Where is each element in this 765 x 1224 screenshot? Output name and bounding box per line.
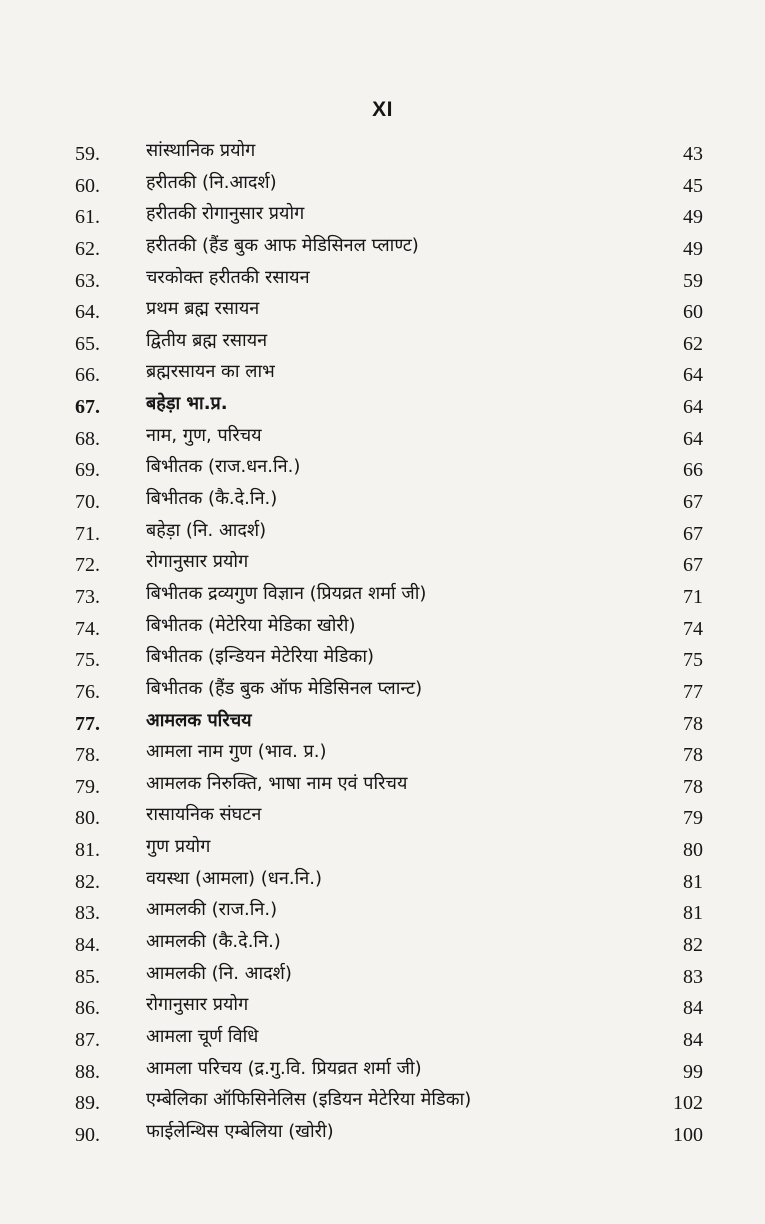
entry-page-number: 78 [683, 744, 703, 767]
entry-title: प्रथम ब्रह्म रसायन [146, 298, 260, 320]
toc-entry [0, 643, 765, 675]
toc-entry [0, 865, 765, 897]
entry-number: 65. [75, 332, 100, 355]
toc-entry [0, 1086, 765, 1118]
entry-page-number: 67 [683, 491, 703, 514]
entry-number: 84. [75, 934, 100, 957]
entry-title: बिभीतक द्रव्यगुण विज्ञान (प्रियव्रत शर्मा जी) [146, 582, 427, 604]
entry-title: बहेड़ा (नि. आदर्श) [146, 519, 267, 541]
entry-page-number: 43 [683, 143, 703, 165]
entry-title: रासायनिक संघटन [146, 804, 262, 826]
entry-page-number: 79 [683, 807, 703, 830]
toc-entry [0, 390, 765, 422]
entry-number: 81. [75, 839, 100, 862]
entry-page-number: 80 [683, 839, 703, 862]
entry-page-number: 78 [683, 775, 703, 798]
entry-number: 79. [75, 775, 100, 798]
entry-number: 62. [75, 237, 100, 260]
entry-title: द्वितीय ब्रह्म रसायन [146, 329, 268, 351]
entry-title: सांस्थानिक प्रयोग [146, 140, 256, 161]
entry-title: आमला चूर्ण विधि [146, 1025, 259, 1047]
entry-title: हरीतकी (हैंड बुक आफ मेडिसिनल प्लाण्ट) [146, 234, 419, 256]
entry-title: बिभीतक (मेटेरिया मेडिका खोरी) [146, 614, 356, 636]
entry-page-number: 71 [683, 585, 703, 608]
entry-number: 73. [75, 585, 100, 608]
entry-number: 67. [75, 396, 100, 419]
toc-entry [0, 960, 765, 992]
entry-number: 90. [75, 1123, 100, 1146]
toc-entry [0, 169, 765, 201]
toc-entry [0, 675, 765, 707]
toc-entry [0, 453, 765, 485]
toc-entry [0, 137, 765, 169]
entry-title: आमलक परिचय [146, 709, 252, 731]
entry-number: 59. [75, 143, 100, 165]
entry-number: 82. [75, 870, 100, 893]
entry-title: वयस्था (आमला) (धन.नि.) [146, 867, 322, 889]
toc-entry [0, 548, 765, 580]
entry-number: 87. [75, 1028, 100, 1051]
entry-number: 70. [75, 491, 100, 514]
entry-page-number: 59 [683, 269, 703, 292]
entry-title: आमलकी (नि. आदर्श) [146, 962, 292, 984]
toc-entry [0, 801, 765, 833]
entry-title: आमलकी (कै.दे.नि.) [146, 931, 281, 953]
entry-number: 89. [75, 1092, 100, 1115]
toc-entry [0, 517, 765, 549]
toc-entry [0, 770, 765, 802]
entry-title: बिभीतक (हैंड बुक ऑफ मेडिसिनल प्लान्ट) [146, 677, 423, 699]
entry-page-number: 102 [673, 1092, 703, 1115]
toc-entry [0, 1023, 765, 1055]
entry-number: 83. [75, 902, 100, 925]
entry-page-number: 74 [683, 617, 703, 640]
entry-title: बिभीतक (इन्डियन मेटेरिया मेडिका) [146, 646, 375, 668]
entry-title: आमलक निरुक्ति, भाषा नाम एवं परिचय [146, 772, 408, 794]
toc-entry [0, 896, 765, 928]
entry-number: 85. [75, 965, 100, 988]
entry-page-number: 83 [683, 965, 703, 988]
entry-number: 60. [75, 174, 100, 197]
entry-page-number: 81 [683, 902, 703, 925]
entry-page-number: 64 [683, 364, 703, 387]
entry-number: 68. [75, 427, 100, 450]
entry-page-number: 66 [683, 459, 703, 482]
entry-page-number: 49 [683, 237, 703, 260]
entry-page-number: 60 [683, 301, 703, 324]
toc-entry [0, 1118, 765, 1150]
entry-page-number: 75 [683, 649, 703, 672]
entry-title: बिभीतक (राज.धन.नि.) [146, 456, 301, 478]
entry-title: चरकोक्त हरीतकी रसायन [146, 266, 310, 288]
entry-page-number: 62 [683, 332, 703, 355]
entry-page-number: 84 [683, 1028, 703, 1051]
toc-entry [0, 485, 765, 517]
toc-entry [0, 295, 765, 327]
entry-number: 63. [75, 269, 100, 292]
entry-title: ब्रह्मरसायन का लाभ [146, 361, 275, 383]
entry-page-number: 81 [683, 870, 703, 893]
entry-title: नाम, गुण, परिचय [146, 424, 262, 446]
toc-entry [0, 264, 765, 296]
entry-number: 66. [75, 364, 100, 387]
entry-page-number: 67 [683, 522, 703, 545]
entry-title: गुण प्रयोग [146, 836, 211, 858]
entry-page-number: 78 [683, 712, 703, 735]
entry-title: रोगानुसार प्रयोग [146, 994, 249, 1016]
entry-page-number: 49 [683, 206, 703, 229]
entry-page-number: 67 [683, 554, 703, 577]
toc-entry [0, 707, 765, 739]
toc-entry [0, 612, 765, 644]
toc-entry [0, 738, 765, 770]
toc-entry [0, 422, 765, 454]
toc-entry [0, 833, 765, 865]
entry-number: 64. [75, 301, 100, 324]
entry-number: 71. [75, 522, 100, 545]
entry-number: 74. [75, 617, 100, 640]
entry-number: 78. [75, 744, 100, 767]
entry-page-number: 82 [683, 934, 703, 957]
entry-title: एम्बेलिका ऑफिसिनेलिस (इडियन मेटेरिया मेडिका) [146, 1089, 472, 1111]
entry-number: 76. [75, 680, 100, 703]
toc-entry [0, 200, 765, 232]
toc-entry [0, 580, 765, 612]
entry-title: आमला नाम गुण (भाव. प्र.) [146, 741, 327, 763]
entry-title: बहेड़ा भा.प्र. [146, 393, 228, 415]
entry-number: 86. [75, 997, 100, 1020]
toc-entry [0, 358, 765, 390]
entry-number: 80. [75, 807, 100, 830]
entry-title: बिभीतक (कै.दे.नि.) [146, 488, 278, 510]
table-of-contents [0, 137, 765, 1150]
entry-title: आमलकी (राज.नि.) [146, 899, 278, 921]
entry-page-number: 99 [683, 1060, 703, 1083]
entry-number: 88. [75, 1060, 100, 1083]
entry-title: हरीतकी रोगानुसार प्रयोग [146, 203, 305, 225]
entry-number: 61. [75, 206, 100, 229]
toc-entry [0, 327, 765, 359]
entry-page-number: 64 [683, 427, 703, 450]
entry-page-number: 45 [683, 174, 703, 197]
entry-page-number: 64 [683, 396, 703, 419]
entry-number: 77. [75, 712, 100, 735]
toc-entry [0, 928, 765, 960]
entry-title: फाईलेन्थिस एम्बेलिया (खोरी) [146, 1120, 334, 1142]
toc-entry [0, 1055, 765, 1087]
entry-page-number: 100 [673, 1123, 703, 1146]
entry-page-number: 77 [683, 680, 703, 703]
entry-number: 69. [75, 459, 100, 482]
toc-entry [0, 232, 765, 264]
entry-title: रोगानुसार प्रयोग [146, 551, 249, 573]
entry-title: हरीतकी (नि.आदर्श) [146, 171, 277, 193]
toc-entry [0, 991, 765, 1023]
entry-number: 75. [75, 649, 100, 672]
page-number: XI [372, 98, 393, 121]
entry-number: 72. [75, 554, 100, 577]
entry-page-number: 84 [683, 997, 703, 1020]
entry-title: आमला परिचय (द्र.गु.वि. प्रियव्रत शर्मा जी) [146, 1057, 422, 1079]
